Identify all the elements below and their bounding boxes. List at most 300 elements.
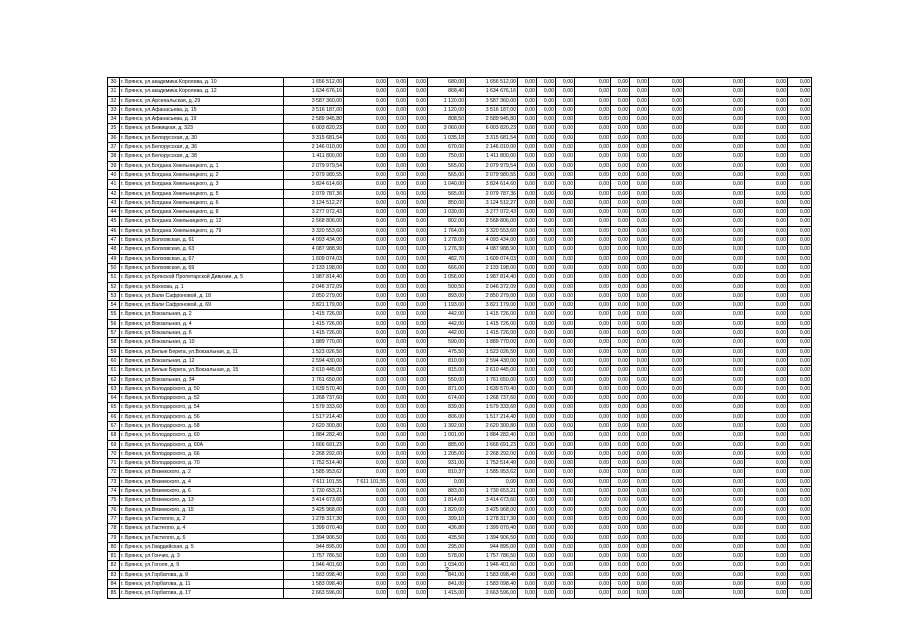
zero-cell: 0,00 (388, 542, 408, 551)
cost-cell: 2 146 010,00 (466, 143, 518, 152)
address-cell: г. Брянск, ул.Вокзальная, д. 2 (120, 310, 284, 319)
zero-cell: 0,00 (556, 375, 575, 384)
cost-cell: 2 620 300,80 (466, 421, 518, 430)
fund-cell: 0,00 (344, 319, 388, 328)
row-number-cell: 37 (108, 143, 120, 152)
row-number-cell: 64 (108, 394, 120, 403)
fund-cell: 0,00 (344, 338, 388, 347)
zero-cell: 0,00 (745, 394, 788, 403)
address-cell: г. Брянск, ул.академика Королева, д. 10 (120, 78, 284, 87)
zero-cell: 0,00 (537, 105, 556, 114)
fund-cell: 0,00 (344, 496, 388, 505)
zero-cell: 0,00 (630, 319, 649, 328)
row-number-cell: 80 (108, 542, 120, 551)
zero-cell: 0,00 (630, 366, 649, 375)
zero-cell: 0,00 (556, 394, 575, 403)
zero-cell: 0,00 (684, 338, 745, 347)
zero-cell: 0,00 (649, 236, 684, 245)
area-cell: 295,00 (428, 542, 466, 551)
zero-cell: 0,00 (684, 580, 745, 589)
zero-cell: 0,00 (575, 580, 611, 589)
zero-cell: 0,00 (388, 115, 408, 124)
zero-cell: 0,00 (408, 356, 428, 365)
zero-cell: 0,00 (388, 394, 408, 403)
zero-cell: 0,00 (518, 561, 537, 570)
zero-cell: 0,00 (518, 245, 537, 254)
zero-cell: 0,00 (630, 152, 649, 161)
zero-cell: 0,00 (408, 403, 428, 412)
zero-cell: 0,00 (611, 236, 630, 245)
zero-cell: 0,00 (537, 580, 556, 589)
table-row (108, 310, 812, 319)
zero-cell: 0,00 (630, 96, 649, 105)
address-cell: г. Брянск, ул.Вокзальная, д. 12 (120, 356, 284, 365)
zero-cell: 0,00 (684, 143, 745, 152)
address-cell: г. Брянск, ул.Вокзальная, д. 6 (120, 329, 284, 338)
zero-cell: 0,00 (745, 180, 788, 189)
zero-cell: 0,00 (745, 487, 788, 496)
zero-cell: 0,00 (630, 468, 649, 477)
zero-cell: 0,00 (788, 552, 812, 561)
table-row (108, 152, 812, 161)
area-cell: 1 278,00 (428, 236, 466, 245)
zero-cell: 0,00 (788, 412, 812, 421)
zero-cell: 0,00 (388, 366, 408, 375)
fund-cell: 0,00 (344, 115, 388, 124)
zero-cell: 0,00 (575, 440, 611, 449)
zero-cell: 0,00 (649, 496, 684, 505)
zero-cell: 0,00 (537, 394, 556, 403)
zero-cell: 0,00 (388, 133, 408, 142)
row-number-cell: 85 (108, 589, 120, 598)
zero-cell: 0,00 (537, 87, 556, 96)
zero-cell: 0,00 (788, 496, 812, 505)
zero-cell: 0,00 (518, 394, 537, 403)
row-number-cell: 63 (108, 384, 120, 393)
zero-cell: 0,00 (575, 449, 611, 458)
zero-cell: 0,00 (630, 505, 649, 514)
row-number-cell: 69 (108, 440, 120, 449)
area-cell: 1 415,00 (428, 589, 466, 598)
zero-cell: 0,00 (537, 589, 556, 598)
zero-cell: 0,00 (611, 505, 630, 514)
zero-cell: 0,00 (518, 180, 537, 189)
zero-cell: 0,00 (788, 459, 812, 468)
zero-cell: 0,00 (575, 524, 611, 533)
zero-cell: 0,00 (649, 273, 684, 282)
zero-cell: 0,00 (684, 533, 745, 542)
zero-cell: 0,00 (388, 161, 408, 170)
zero-cell: 0,00 (537, 477, 556, 486)
zero-cell: 0,00 (630, 533, 649, 542)
zero-cell: 0,00 (745, 477, 788, 486)
zero-cell: 0,00 (684, 124, 745, 133)
zero-cell: 0,00 (388, 180, 408, 189)
zero-cell: 0,00 (788, 208, 812, 217)
table-row (108, 496, 812, 505)
total-cost-cell: 3 315 681,54 (284, 133, 344, 142)
zero-cell: 0,00 (630, 180, 649, 189)
zero-cell: 0,00 (611, 440, 630, 449)
zero-cell: 0,00 (575, 245, 611, 254)
zero-cell: 0,00 (649, 189, 684, 198)
zero-cell: 0,00 (684, 78, 745, 87)
zero-cell: 0,00 (611, 319, 630, 328)
fund-cell: 0,00 (344, 124, 388, 133)
area-cell: 399,10 (428, 514, 466, 523)
address-cell: г. Брянск, ул.Афанасьева, д. 19 (120, 115, 284, 124)
zero-cell: 0,00 (788, 431, 812, 440)
zero-cell: 0,00 (788, 245, 812, 254)
table-row (108, 124, 812, 133)
address-cell: г. Брянск, ул.Белые Берега, ул.Вокзальная, д. 15 (120, 366, 284, 375)
fund-cell: 0,00 (344, 542, 388, 551)
address-cell: г. Брянск, ул.Болховская, д. 63 (120, 245, 284, 254)
zero-cell: 0,00 (537, 366, 556, 375)
zero-cell: 0,00 (556, 449, 575, 458)
zero-cell: 0,00 (408, 226, 428, 235)
table-row (108, 375, 812, 384)
table-row (108, 412, 812, 421)
zero-cell: 0,00 (388, 421, 408, 430)
zero-cell: 0,00 (556, 115, 575, 124)
zero-cell: 0,00 (388, 589, 408, 598)
total-cost-cell: 1 523 026,50 (284, 347, 344, 356)
table-row (108, 580, 812, 589)
zero-cell: 0,00 (684, 347, 745, 356)
zero-cell: 0,00 (388, 440, 408, 449)
fund-cell: 0,00 (344, 468, 388, 477)
zero-cell: 0,00 (649, 347, 684, 356)
zero-cell: 0,00 (649, 449, 684, 458)
zero-cell: 0,00 (649, 384, 684, 393)
zero-cell: 0,00 (649, 533, 684, 542)
table-row (108, 78, 812, 87)
cost-cell: 1 523 026,50 (466, 347, 518, 356)
fund-cell: 0,00 (344, 170, 388, 179)
area-cell: 442,00 (428, 310, 466, 319)
zero-cell: 0,00 (684, 198, 745, 207)
zero-cell: 0,00 (408, 152, 428, 161)
area-cell: 806,00 (428, 412, 466, 421)
zero-cell: 0,00 (537, 236, 556, 245)
zero-cell: 0,00 (788, 375, 812, 384)
address-cell: г. Брянск, ул.Володарского, д. 66 (120, 449, 284, 458)
zero-cell: 0,00 (745, 198, 788, 207)
zero-cell: 0,00 (518, 524, 537, 533)
zero-cell: 0,00 (649, 96, 684, 105)
zero-cell: 0,00 (408, 78, 428, 87)
zero-cell: 0,00 (684, 189, 745, 198)
zero-cell: 0,00 (537, 217, 556, 226)
zero-cell: 0,00 (388, 217, 408, 226)
address-cell: г. Брянск, ул.Гвардейская, д. 5 (120, 542, 284, 551)
zero-cell: 0,00 (788, 282, 812, 291)
fund-cell: 0,00 (344, 459, 388, 468)
table-row (108, 282, 812, 291)
zero-cell: 0,00 (649, 87, 684, 96)
fund-cell: 7 611 101,55 (344, 477, 388, 486)
zero-cell: 0,00 (575, 133, 611, 142)
zero-cell: 0,00 (684, 273, 745, 282)
zero-cell: 0,00 (388, 403, 408, 412)
zero-cell: 0,00 (408, 301, 428, 310)
zero-cell: 0,00 (611, 217, 630, 226)
cost-cell: 1 399 070,40 (466, 524, 518, 533)
zero-cell: 0,00 (630, 87, 649, 96)
zero-cell: 0,00 (556, 301, 575, 310)
address-cell: г. Брянск, ул.Гастелло, д. 4 (120, 524, 284, 533)
zero-cell: 0,00 (575, 198, 611, 207)
zero-cell: 0,00 (684, 524, 745, 533)
table-row (108, 96, 812, 105)
zero-cell: 0,00 (684, 254, 745, 263)
zero-cell: 0,00 (788, 236, 812, 245)
fund-cell: 0,00 (344, 487, 388, 496)
area-cell: 1 205,00 (428, 449, 466, 458)
zero-cell: 0,00 (575, 96, 611, 105)
cost-cell: 2 268 292,00 (466, 449, 518, 458)
zero-cell: 0,00 (684, 245, 745, 254)
cost-cell: 6 003 820,23 (466, 124, 518, 133)
zero-cell: 0,00 (556, 403, 575, 412)
zero-cell: 0,00 (388, 105, 408, 114)
zero-cell: 0,00 (518, 105, 537, 114)
zero-cell: 0,00 (537, 440, 556, 449)
zero-cell: 0,00 (388, 356, 408, 365)
zero-cell: 0,00 (630, 421, 649, 430)
zero-cell: 0,00 (649, 226, 684, 235)
zero-cell: 0,00 (575, 319, 611, 328)
zero-cell: 0,00 (518, 366, 537, 375)
zero-cell: 0,00 (408, 189, 428, 198)
zero-cell: 0,00 (518, 533, 537, 542)
table-row (108, 208, 812, 217)
zero-cell: 0,00 (684, 384, 745, 393)
fund-cell: 0,00 (344, 180, 388, 189)
zero-cell: 0,00 (630, 236, 649, 245)
zero-cell: 0,00 (611, 87, 630, 96)
zero-cell: 0,00 (388, 236, 408, 245)
cost-cell: 2 079 980,55 (466, 170, 518, 179)
zero-cell: 0,00 (684, 421, 745, 430)
zero-cell: 0,00 (611, 105, 630, 114)
cost-cell: 3 414 673,60 (466, 496, 518, 505)
fund-cell: 0,00 (344, 570, 388, 579)
zero-cell: 0,00 (575, 459, 611, 468)
area-cell: 1 040,00 (428, 180, 466, 189)
zero-cell: 0,00 (684, 431, 745, 440)
fund-cell: 0,00 (344, 133, 388, 142)
row-number-cell: 31 (108, 87, 120, 96)
area-cell: 3 060,00 (428, 124, 466, 133)
fund-cell: 0,00 (344, 375, 388, 384)
zero-cell: 0,00 (518, 431, 537, 440)
cost-cell: 1 583 098,40 (466, 580, 518, 589)
zero-cell: 0,00 (684, 440, 745, 449)
table-row (108, 356, 812, 365)
area-cell: 500,50 (428, 282, 466, 291)
row-number-cell: 79 (108, 533, 120, 542)
table-row (108, 236, 812, 245)
zero-cell: 0,00 (630, 449, 649, 458)
zero-cell: 0,00 (408, 105, 428, 114)
zero-cell: 0,00 (649, 208, 684, 217)
area-cell: 565,00 (428, 189, 466, 198)
zero-cell: 0,00 (556, 412, 575, 421)
total-cost-cell: 6 003 820,23 (284, 124, 344, 133)
zero-cell: 0,00 (408, 552, 428, 561)
zero-cell: 0,00 (745, 78, 788, 87)
zero-cell: 0,00 (649, 301, 684, 310)
zero-cell: 0,00 (518, 496, 537, 505)
zero-cell: 0,00 (388, 449, 408, 458)
fund-cell: 0,00 (344, 440, 388, 449)
register-table (107, 77, 812, 599)
zero-cell: 0,00 (684, 459, 745, 468)
cost-cell: 2 046 372,09 (466, 282, 518, 291)
zero-cell: 0,00 (388, 514, 408, 523)
row-number-cell: 55 (108, 310, 120, 319)
fund-cell: 0,00 (344, 524, 388, 533)
fund-cell: 0,00 (344, 263, 388, 272)
zero-cell: 0,00 (684, 487, 745, 496)
fund-cell: 0,00 (344, 87, 388, 96)
zero-cell: 0,00 (537, 78, 556, 87)
row-number-cell: 34 (108, 115, 120, 124)
fund-cell: 0,00 (344, 412, 388, 421)
zero-cell: 0,00 (788, 133, 812, 142)
area-cell: 1 030,00 (428, 208, 466, 217)
zero-cell: 0,00 (556, 96, 575, 105)
zero-cell: 0,00 (611, 403, 630, 412)
zero-cell: 0,00 (745, 245, 788, 254)
zero-cell: 0,00 (388, 384, 408, 393)
area-cell: 578,00 (428, 552, 466, 561)
fund-cell: 0,00 (344, 329, 388, 338)
zero-cell: 0,00 (408, 533, 428, 542)
zero-cell: 0,00 (556, 384, 575, 393)
address-cell: г. Брянск, ул.Вокзальная, д. 4 (120, 319, 284, 328)
zero-cell: 0,00 (388, 245, 408, 254)
zero-cell: 0,00 (788, 273, 812, 282)
zero-cell: 0,00 (556, 347, 575, 356)
zero-cell: 0,00 (518, 449, 537, 458)
zero-cell: 0,00 (611, 291, 630, 300)
total-cost-cell: 3 824 614,60 (284, 180, 344, 189)
zero-cell: 0,00 (630, 440, 649, 449)
fund-cell: 0,00 (344, 198, 388, 207)
zero-cell: 0,00 (388, 263, 408, 272)
zero-cell: 0,00 (630, 338, 649, 347)
zero-cell: 0,00 (556, 170, 575, 179)
table-row (108, 170, 812, 179)
zero-cell: 0,00 (630, 208, 649, 217)
zero-cell: 0,00 (518, 282, 537, 291)
zero-cell: 0,00 (788, 589, 812, 598)
zero-cell: 0,00 (537, 403, 556, 412)
zero-cell: 0,00 (408, 366, 428, 375)
zero-cell: 0,00 (745, 589, 788, 598)
zero-cell: 0,00 (575, 431, 611, 440)
row-number-cell: 73 (108, 477, 120, 486)
address-cell: г. Брянск, ул.Белорусская, д. 38 (120, 152, 284, 161)
zero-cell: 0,00 (388, 561, 408, 570)
zero-cell: 0,00 (388, 96, 408, 105)
zero-cell: 0,00 (649, 217, 684, 226)
zero-cell: 0,00 (684, 329, 745, 338)
zero-cell: 0,00 (649, 394, 684, 403)
zero-cell: 0,00 (537, 449, 556, 458)
row-number-cell: 78 (108, 524, 120, 533)
fund-cell: 0,00 (344, 384, 388, 393)
row-number-cell: 61 (108, 366, 120, 375)
zero-cell: 0,00 (745, 496, 788, 505)
zero-cell: 0,00 (388, 375, 408, 384)
zero-cell: 0,00 (518, 487, 537, 496)
zero-cell: 0,00 (684, 291, 745, 300)
zero-cell: 0,00 (649, 514, 684, 523)
zero-cell: 0,00 (575, 561, 611, 570)
zero-cell: 0,00 (649, 412, 684, 421)
zero-cell: 0,00 (745, 143, 788, 152)
area-cell: 1 001,00 (428, 431, 466, 440)
cost-cell: 1 517 214,40 (466, 412, 518, 421)
zero-cell: 0,00 (630, 78, 649, 87)
zero-cell: 0,00 (537, 431, 556, 440)
area-cell: 436,80 (428, 524, 466, 533)
zero-cell: 0,00 (518, 124, 537, 133)
zero-cell: 0,00 (575, 338, 611, 347)
zero-cell: 0,00 (745, 459, 788, 468)
cost-cell: 1 656 512,00 (466, 78, 518, 87)
zero-cell: 0,00 (518, 254, 537, 263)
table-row (108, 570, 812, 579)
zero-cell: 0,00 (537, 245, 556, 254)
zero-cell: 0,00 (611, 580, 630, 589)
zero-cell: 0,00 (575, 505, 611, 514)
cost-cell: 1 415 726,00 (466, 319, 518, 328)
address-cell: г. Брянск, ул.Богдана Хмельницкого, д. 5 (120, 189, 284, 198)
zero-cell: 0,00 (518, 356, 537, 365)
row-number-cell: 75 (108, 496, 120, 505)
row-number-cell: 30 (108, 78, 120, 87)
zero-cell: 0,00 (649, 580, 684, 589)
area-cell: 565,00 (428, 170, 466, 179)
zero-cell: 0,00 (788, 124, 812, 133)
zero-cell: 0,00 (518, 87, 537, 96)
total-cost-cell: 1 752 514,40 (284, 459, 344, 468)
row-number-cell: 68 (108, 431, 120, 440)
cost-cell: 3 587 360,00 (466, 96, 518, 105)
zero-cell: 0,00 (518, 96, 537, 105)
zero-cell: 0,00 (684, 319, 745, 328)
address-cell: г. Брянск, ул.Володарского, д. 70 (120, 459, 284, 468)
total-cost-cell: 2 079 980,55 (284, 170, 344, 179)
fund-cell: 0,00 (344, 533, 388, 542)
zero-cell: 0,00 (788, 403, 812, 412)
table-row (108, 440, 812, 449)
row-number-cell: 35 (108, 124, 120, 133)
zero-cell: 0,00 (684, 170, 745, 179)
row-number-cell: 39 (108, 161, 120, 170)
address-cell: г. Брянск, ул.Вяземского, д. 6 (120, 487, 284, 496)
total-cost-cell: 1 609 074,03 (284, 254, 344, 263)
zero-cell: 0,00 (388, 505, 408, 514)
zero-cell: 0,00 (575, 208, 611, 217)
zero-cell: 0,00 (556, 552, 575, 561)
zero-cell: 0,00 (408, 217, 428, 226)
